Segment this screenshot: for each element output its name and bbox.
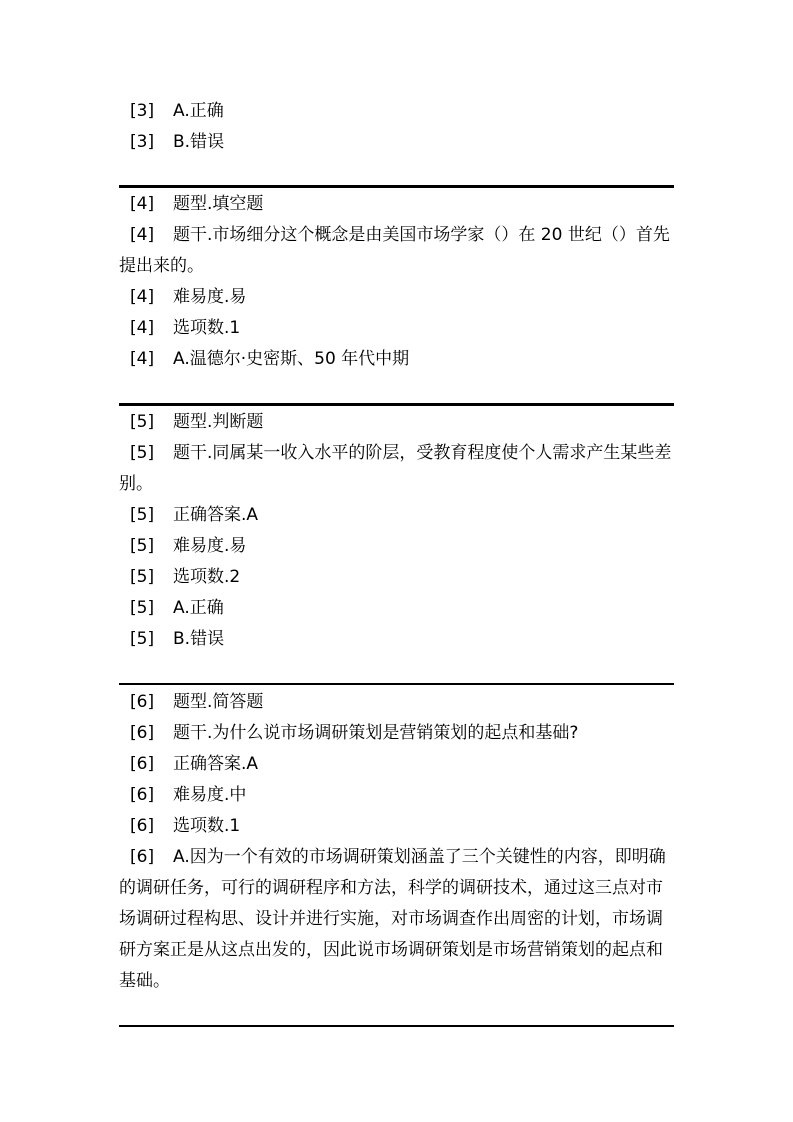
- difficulty: [5] 难易度.易: [119, 531, 674, 562]
- question-number: [5]: [130, 567, 155, 587]
- question-type: [4] 题型.填空题: [119, 189, 674, 220]
- question-number: [6]: [130, 692, 155, 712]
- question-number: [4]: [130, 287, 155, 307]
- option-a: [3] A.正确: [119, 96, 674, 127]
- question-number: [6]: [130, 816, 155, 836]
- difficulty: [6] 难易度.中: [119, 780, 674, 811]
- question-stem: [4] 题干.市场细分这个概念是由美国市场学家（）在 20 世纪（）首先提出来的。: [119, 220, 674, 282]
- question-list: [119, 96, 674, 1027]
- separator-rule: [119, 1025, 674, 1027]
- question-number: [6]: [130, 723, 155, 743]
- correct-answer: [5] 正确答案.A: [119, 500, 674, 531]
- separator-rule: [119, 403, 674, 406]
- option-b: [5] B.错误: [119, 624, 674, 655]
- question-number: [6]: [130, 754, 155, 774]
- question-block-6: [119, 687, 674, 997]
- question-number: [6]: [130, 785, 155, 805]
- option-count: [5] 选项数.2: [119, 562, 674, 593]
- option-a: [5] A.正确: [119, 593, 674, 624]
- question-block-5: [119, 407, 674, 655]
- question-block-3: [119, 96, 674, 158]
- question-stem: [5] 题干.同属某一收入水平的阶层，受教育程度使个人需求产生某些差别。: [119, 438, 674, 500]
- question-number: [3]: [130, 101, 155, 121]
- difficulty: [4] 难易度.易: [119, 282, 674, 313]
- correct-answer: [6] 正确答案.A: [119, 749, 674, 780]
- option-b: [3] B.错误: [119, 127, 674, 158]
- question-number: [5]: [130, 536, 155, 556]
- question-number: [4]: [130, 194, 155, 214]
- question-number: [6]: [130, 847, 155, 867]
- question-number: [5]: [130, 598, 155, 618]
- question-type: [5] 题型.判断题: [119, 407, 674, 438]
- question-number: [3]: [130, 132, 155, 152]
- option-count: [6] 选项数.1: [119, 811, 674, 842]
- question-number: [4]: [130, 318, 155, 338]
- question-number: [5]: [130, 505, 155, 525]
- question-number: [5]: [130, 629, 155, 649]
- separator-rule: [119, 683, 674, 685]
- separator-rule: [119, 185, 674, 188]
- question-block-4: [119, 189, 674, 375]
- question-stem: [6] 题干.为什么说市场调研策划是营销策划的起点和基础?: [119, 718, 674, 749]
- option-a: [6] A.因为一个有效的市场调研策划涵盖了三个关键性的内容，即明确的调研任务，可行的调研程序和方法，科学的调研技术，通过这三点对市场调研过程构思、设计并进行实施，对市场调查作出周密的计划，市场调研方案正是从这点出发的，因此说市场调研策划是市场营销策划的起点和基础。: [119, 842, 674, 997]
- question-number: [4]: [130, 225, 155, 245]
- question-number: [5]: [130, 412, 155, 432]
- option-count: [4] 选项数.1: [119, 313, 674, 344]
- question-type: [6] 题型.简答题: [119, 687, 674, 718]
- question-number: [5]: [130, 443, 155, 463]
- question-number: [4]: [130, 349, 155, 369]
- option-a: [4] A.温德尔·史密斯、50 年代中期: [119, 344, 674, 375]
